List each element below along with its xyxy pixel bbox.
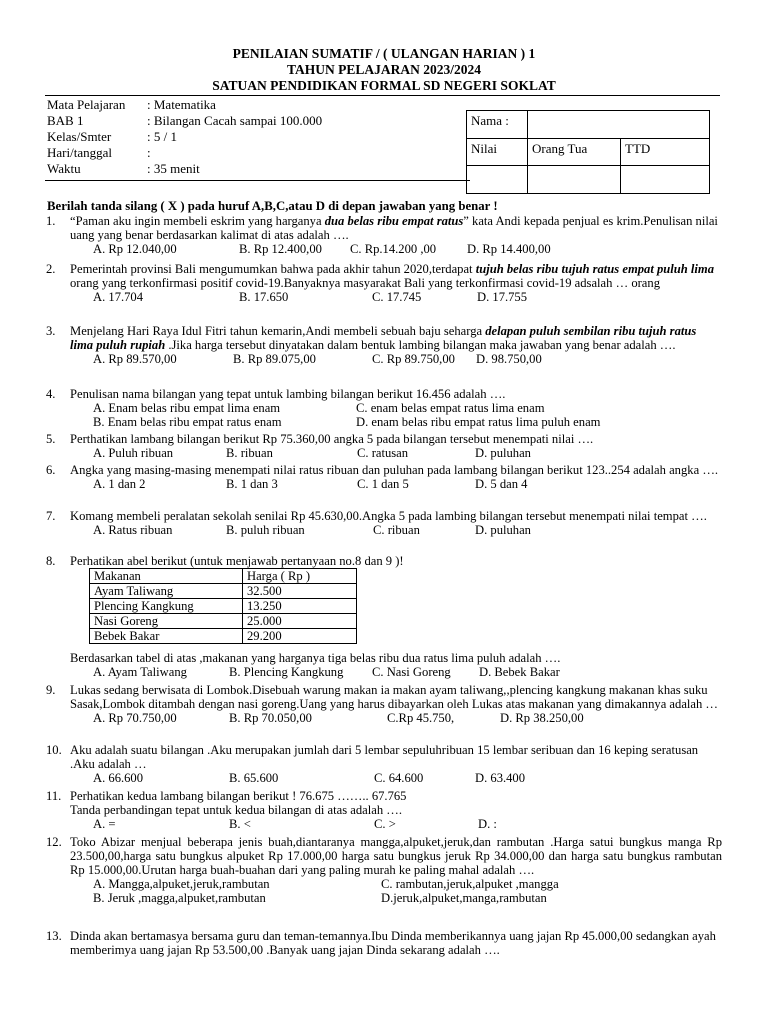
- option-c[interactable]: C. >: [374, 817, 396, 831]
- school-year: TAHUN PELAJARAN 2023/2024: [286, 62, 481, 77]
- info-class: Kelas/Smter : 5 / 1: [47, 129, 177, 144]
- table-row: Nasi Goreng 25.000: [90, 614, 357, 629]
- option-a[interactable]: A. Puluh ribuan: [93, 446, 174, 460]
- option-b[interactable]: B. Rp 12.400,00: [239, 242, 322, 256]
- option-b[interactable]: B. Rp 89.075,00: [233, 352, 316, 366]
- option-c[interactable]: C. ribuan: [373, 523, 420, 537]
- question-6: 6. Angka yang masing-masing menempati nilai ratus ribuan dan puluhan pada lambang bilangan berikut 123..254 adalah angka …. A. 1 dan 2 B. 1 dan 3 C. 1 dan 5 D. 5 dan 4: [70, 463, 722, 491]
- question-2: 2. Pemerintah provinsi Bali mengumumkan bahwa pada akhir tahun 2020,terdapat tujuh belas ribu tujuh ratus empat puluh lima orang yang terkonfirmasi positif covid-19.Banyaknya masyarakat Bali yang terkonfirmasi covid-19 adsalah … orang A. 17.704 B. 17.650 C. 17.745 D. 17.755: [70, 262, 722, 304]
- signature-field[interactable]: [621, 166, 710, 194]
- options: [70, 665, 722, 679]
- option-c[interactable]: C. Nasi Goreng: [372, 665, 451, 679]
- question-8-prompt: [70, 651, 722, 679]
- option-c[interactable]: C. Rp.14.200 ,00: [350, 242, 437, 256]
- student-name-box: [466, 110, 710, 194]
- question-13: 13. Dinda akan bertamasya bersama guru dan teman-temannya.Ibu Dinda memberikannya uang jajan Rp 45.000,00 sedangkan ayah memberimya uang jajan Rp 53.500,00 .Banyak uang jajan Dinda sekarang adalah ….: [70, 929, 722, 957]
- info-chapter: BAB 1 : Bilangan Cacah sampai 100.000: [47, 113, 323, 128]
- option-b[interactable]: B. 65.600: [229, 771, 279, 785]
- option-a[interactable]: A. 66.600: [93, 771, 144, 785]
- options: [70, 877, 722, 891]
- option-b[interactable]: B. puluh ribuan: [226, 523, 305, 537]
- option-d[interactable]: D. Bebek Bakar: [479, 665, 560, 679]
- question-1: 1. “Paman aku ingin membeli eskrim yang harganya dua belas ribu empat ratus” kata Andi kepada penjual es krim.Penulisan nilai uang yang benar berdasarkan kalimat di atas adalah …. A. Rp 12.040,00 B. Rp 12.400,00 C. Rp.14.200 ,00 D. Rp 14.400,00: [70, 214, 722, 256]
- option-d[interactable]: D. puluhan: [475, 446, 531, 460]
- question-text: Menjelang Hari Raya Idul Fitri tahun kemarin,Andi membeli sebuah baju seharga delapan puluh sembilan ribu tujuh ratus lima puluh rupiah .Jika harga tersebut dinyatakan dalam bentuk lambing bilangan maka jawaban yang benar adalah ….: [70, 324, 697, 352]
- question-8: 8. Perhatikan abel berikut (untuk menjawab pertanyaan no.8 dan 9 )!: [70, 554, 722, 568]
- instruction: Berilah tanda silang ( X ) pada huruf A,B,C,atau D di depan jawaban yang benar !: [47, 199, 498, 213]
- options: [70, 446, 722, 460]
- question-text: Lukas sedang berwisata di Lombok.Disebuah warung makan ia makan ayam taliwang,,plencing kangkung makanan khas suku Sasak,Lombok ditambah dengan nasi goreng.Uang yang harus dibayarkan oleh Lukas atas makanan yang dimakannya adalah …: [70, 683, 719, 711]
- question-7: 7. Komang membeli peralatan sekolah senilai Rp 45.630,00.Angka 5 pada lambing bilangan tersebut menempati nilai tempat …. A. Ratus ribuan B. puluh ribuan C. ribuan D. puluhan: [70, 509, 722, 537]
- option-b[interactable]: B. ribuan: [226, 446, 273, 460]
- question-text: Perhatikan abel berikut (untuk menjawab pertanyaan no.8 dan 9 )!: [70, 554, 404, 568]
- option-d[interactable]: D. 17.755: [477, 290, 528, 304]
- parent-field[interactable]: [528, 166, 621, 194]
- option-b[interactable]: B. Plencing Kangkung: [229, 665, 344, 679]
- question-text: Pemerintah provinsi Bali mengumumkan bahwa pada akhir tahun 2020,terdapat tujuh belas ribu tujuh ratus empat puluh lima orang yang terkonfirmasi positif covid-19.Banyaknya masyarakat Bali yang terkonfirmasi covid-19 adsalah … orang: [70, 262, 715, 290]
- question-5: 5. Perthatikan lambang bilangan berikut Rp 75.360,00 angka 5 pada bilangan tersebut menempati nilai …. A. Puluh ribuan B. ribuan C. ratusan D. puluhan: [70, 432, 722, 460]
- question-text: Perthatikan lambang bilangan berikut Rp 75.360,00 angka 5 pada bilangan tersebut menempati nilai ….: [70, 432, 594, 446]
- option-a[interactable]: A. Mangga,alpuket,jeruk,rambutan: [93, 877, 270, 891]
- option-d[interactable]: D. 98.750,00: [476, 352, 542, 366]
- option-c[interactable]: C. ratusan: [357, 446, 409, 460]
- question-text: Perhatikan kedua lambang bilangan berikut ! 76.675 …….. 67.765: [70, 789, 407, 803]
- option-b[interactable]: B. Rp 70.050,00: [229, 711, 312, 725]
- options: [70, 711, 722, 725]
- table-row: Bebek Bakar 29.200: [90, 629, 357, 644]
- option-a[interactable]: A. Ratus ribuan: [93, 523, 173, 537]
- option-b[interactable]: B. 17.650: [239, 290, 289, 304]
- option-a[interactable]: A. =: [93, 817, 116, 831]
- score-label: Nilai: [467, 138, 528, 166]
- options: [70, 891, 722, 905]
- option-c[interactable]: C. 1 dan 5: [357, 477, 409, 491]
- option-a[interactable]: A. Rp 89.570,00: [93, 352, 177, 366]
- question-subtext: Tanda perbandingan tepat untuk kedua bilangan di atas adalah ….: [70, 803, 403, 817]
- table-row: Plencing Kangkung 13.250: [90, 599, 357, 614]
- question-10: 10. Aku adalah suatu bilangan .Aku merupakan jumlah dari 5 lembar sepuluhribuan 15 lembar seribuan dan 16 keping seratusan .Aku adalah … A. 66.600 B. 65.600 C. 64.600 D. 63.400: [70, 743, 722, 785]
- header-rule: [45, 95, 720, 96]
- option-a[interactable]: A. Ayam Taliwang: [93, 665, 187, 679]
- options: [70, 290, 722, 304]
- options: [70, 523, 722, 537]
- food-price-table: [89, 568, 357, 644]
- options: [70, 477, 722, 491]
- info-date: Hari/tanggal :: [47, 145, 151, 160]
- info-time: Waktu : 35 menit: [47, 161, 200, 176]
- table-header: [90, 569, 357, 584]
- signature-label: TTD: [621, 138, 710, 166]
- question-4: 4. Penulisan nama bilangan yang tepat untuk lambing bilangan berikut 16.456 adalah …. A. Enam belas ribu empat lima enam C. enam belas empat ratus lima enam B. Enam belas ribu empat ratus enam D. enam belas ribu empat ratus lima puluh enam: [70, 387, 722, 429]
- score-field[interactable]: [467, 166, 528, 194]
- header-food: Makanan: [90, 569, 243, 584]
- exam-title: PENILAIAN SUMATIF / ( ULANGAN HARIAN ) 1: [232, 46, 536, 61]
- question-11: 11. Perhatikan kedua lambang bilangan berikut ! 76.675 …….. 67.765 Tanda perbandingan tepat untuk kedua bilangan di atas adalah …. A. = B. < C. > D. :: [70, 789, 722, 831]
- question-3: 3. Menjelang Hari Raya Idul Fitri tahun kemarin,Andi membeli sebuah baju seharga delapan puluh sembilan ribu tujuh ratus lima puluh rupiah .Jika harga tersebut dinyatakan dalam bentuk lambing bilangan maka jawaban yang benar adalah …. A. Rp 89.570,00 B. Rp 89.075,00 C. Rp 89.750,00 D. 98.750,00: [70, 324, 722, 366]
- question-text: Komang membeli peralatan sekolah senilai Rp 45.630,00.Angka 5 pada lambing bilangan tersebut menempati nilai tempat ….: [70, 509, 707, 523]
- option-b[interactable]: B. <: [229, 817, 251, 831]
- option-c[interactable]: C.Rp 45.750,: [387, 711, 455, 725]
- question-text: “Paman aku ingin membeli eskrim yang harganya dua belas ribu empat ratus” kata Andi kepada penjual es krim.Penulisan nilai uang yang benar berdasarkan kalimat di atas adalah ….: [70, 214, 718, 242]
- option-c[interactable]: C. enam belas empat ratus lima enam: [356, 401, 545, 415]
- name-field[interactable]: [528, 111, 710, 139]
- option-d[interactable]: D. puluhan: [475, 523, 531, 537]
- option-d[interactable]: D. :: [478, 817, 497, 831]
- option-a[interactable]: A. Enam belas ribu empat lima enam: [93, 401, 281, 415]
- option-d[interactable]: D. enam belas ribu empat ratus lima puluh enam: [356, 415, 601, 429]
- option-c[interactable]: C. Rp 89.750,00: [372, 352, 455, 366]
- question-text: Penulisan nama bilangan yang tepat untuk lambing bilangan berikut 16.456 adalah ….: [70, 387, 506, 401]
- option-b[interactable]: B. Jeruk ,magga,alpuket,rambutan: [93, 891, 266, 905]
- option-d[interactable]: D. 5 dan 4: [475, 477, 528, 491]
- school-name: SATUAN PENDIDIKAN FORMAL SD NEGERI SOKLAT: [212, 78, 556, 93]
- question-text: Berdasarkan tabel di atas ,makanan yang harganya tiga belas ribu dua ratus lima puluh adalah ….: [70, 651, 561, 665]
- option-d[interactable]: D. Rp 38.250,00: [500, 711, 584, 725]
- options: [70, 401, 722, 415]
- question-9: 9. Lukas sedang berwisata di Lombok.Disebuah warung makan ia makan ayam taliwang,,plencing kangkung makanan khas suku Sasak,Lombok ditambah dengan nasi goreng.Uang yang harus dibayarkan oleh Lukas atas makanan yang dimakannya adalah … A. Rp 70.750,00 B. Rp 70.050,00 C.Rp 45.750, D. Rp 38.250,00: [70, 683, 722, 725]
- option-b[interactable]: B. Enam belas ribu empat ratus enam: [93, 415, 282, 429]
- options: [70, 352, 722, 366]
- option-a[interactable]: A. 17.704: [93, 290, 144, 304]
- option-a[interactable]: A. Rp 12.040,00: [93, 242, 177, 256]
- name-label: Nama :: [467, 111, 528, 139]
- question-text: Toko Abizar menjual beberapa jenis buah,diantaranya mangga,alpuket,jeruk,dan rambutan .Harga satui bungkus manga Rp 23.500,00,harga satu bungkus alpuket Rp 17.000,00 harga satu bungkus jeruk Rp 34.000,00 dan harga satu bungkus rambutan Rp 15.000,00.Urutan harga buah-buahan dari yang paling murah ke paling mahal adalah ….: [70, 835, 722, 877]
- question-text: Angka yang masing-masing menempati nilai ratus ribuan dan puluhan pada lambang bilangan berikut 123..254 adalah angka ….: [70, 463, 719, 477]
- option-d[interactable]: D. Rp 14.400,00: [467, 242, 551, 256]
- question-text: Aku adalah suatu bilangan .Aku merupakan jumlah dari 5 lembar sepuluhribuan 15 lembar seribuan dan 16 keping seratusan .Aku adalah …: [70, 743, 699, 771]
- options: [70, 242, 722, 256]
- option-c[interactable]: C. rambutan,jeruk,alpuket ,mangga: [381, 877, 559, 891]
- table-row: Ayam Taliwang 32.500: [90, 584, 357, 599]
- option-c[interactable]: C. 17.745: [372, 290, 422, 304]
- question-text: Dinda akan bertamasya bersama guru dan teman-temannya.Ibu Dinda memberikannya uang jajan Rp 45.000,00 sedangkan ayah memberimya uang jajan Rp 53.500,00 .Banyak uang jajan Dinda sekarang adalah ….: [70, 929, 716, 957]
- header-price: Harga ( Rp ): [243, 569, 357, 584]
- option-b[interactable]: B. 1 dan 3: [226, 477, 278, 491]
- parent-label: Orang Tua: [528, 138, 621, 166]
- question-12: 12. Toko Abizar menjual beberapa jenis buah,diantaranya mangga,alpuket,jeruk,dan rambutan .Harga satui bungkus manga Rp 23.500,00,harga satu bungkus alpuket Rp 17.000,00 harga satu bungkus jeruk Rp 34.000,00 dan harga satu bungkus rambutan Rp 15.000,00.Urutan harga buah-buahan dari yang paling murah ke paling mahal adalah …. A. Mangga,alpuket,jeruk,rambutan C. rambutan,jeruk,alpuket ,mangga B. Jeruk ,magga,alpuket,rambutan D.jeruk,alpuket,manga,rambutan: [46, 835, 722, 905]
- option-d[interactable]: D. 63.400: [475, 771, 526, 785]
- options: [70, 817, 722, 831]
- exam-info: [47, 97, 322, 177]
- option-d[interactable]: D.jeruk,alpuket,manga,rambutan: [381, 891, 547, 905]
- option-a[interactable]: A. 1 dan 2: [93, 477, 146, 491]
- options: [70, 771, 722, 785]
- option-c[interactable]: C. 64.600: [374, 771, 424, 785]
- info-subject: Mata Pelajaran : Matematika: [47, 97, 216, 112]
- info-rule: [45, 180, 470, 181]
- option-a[interactable]: A. Rp 70.750,00: [93, 711, 177, 725]
- options: [70, 415, 722, 429]
